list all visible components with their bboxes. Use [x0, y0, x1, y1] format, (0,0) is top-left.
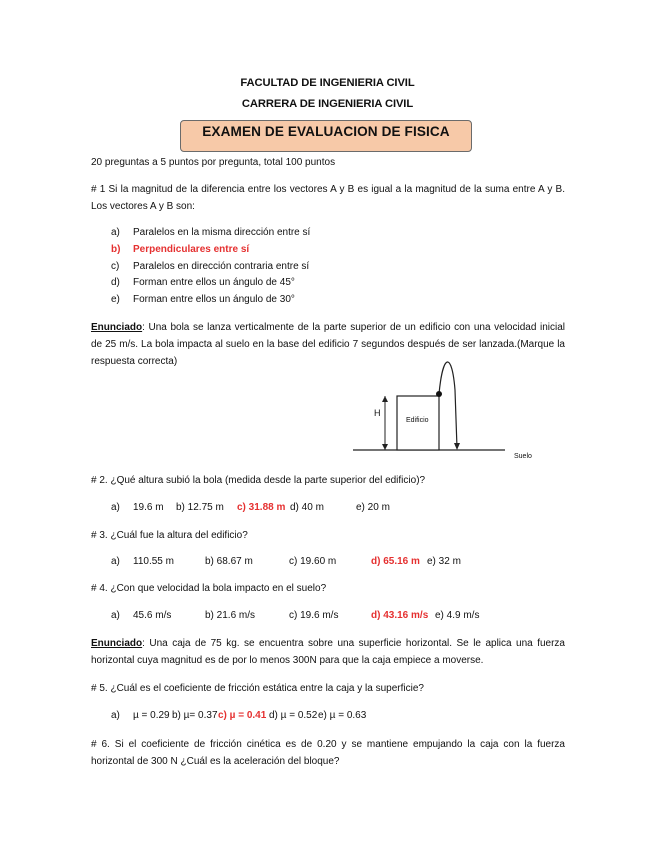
option-label: a) [111, 227, 120, 238]
q5-option-e[interactable]: e) µ = 0.63 [318, 710, 367, 721]
option-text: Paralelos en la misma dirección entre sí [133, 227, 311, 238]
statement-text: : Una caja de 75 kg. se encuentra sobre una superficie horizontal. Se le aplica una fuerza horizontal cuya magnitud es de por lo menos 300N para que la caja empiece a moverse. [91, 638, 565, 666]
q5-option-a[interactable] [111, 710, 170, 721]
q2-option-e[interactable]: e) 20 m [356, 502, 390, 513]
q1-option-a[interactable] [111, 227, 310, 238]
q4-option-a[interactable] [111, 610, 171, 621]
q3-option-d-correct[interactable]: d) 65.16 m [371, 556, 420, 567]
ball-trajectory [439, 362, 457, 448]
q3-option-a[interactable] [111, 556, 174, 567]
option-text: µ = 0.29 [133, 710, 170, 721]
option-label: d) [111, 277, 120, 288]
option-label: a) [111, 610, 120, 621]
question-4: # 4. ¿Con que velocidad la bola impacto en el suelo? [91, 583, 327, 594]
option-label: a) [111, 502, 120, 513]
trajectory-arrow [454, 443, 460, 450]
q2-option-c-correct[interactable]: c) 31.88 m [237, 502, 286, 513]
q1-option-d[interactable] [111, 277, 295, 288]
q4-option-e[interactable]: e) 4.9 m/s [435, 610, 480, 621]
question-2: # 2. ¿Qué altura subió la bola (medida desde la parte superior del edificio)? [91, 475, 426, 486]
exam-title: EXAMEN DE EVALUACION DE FISICA [202, 124, 450, 139]
option-label: a) [111, 710, 120, 721]
building-figure [340, 360, 545, 465]
height-arrow-bottom [382, 444, 388, 450]
q2-option-b[interactable]: b) 12.75 m [176, 502, 224, 513]
q3-option-c[interactable]: c) 19.60 m [289, 556, 337, 567]
option-text: 110.55 m [133, 556, 174, 567]
statement-2 [91, 635, 565, 669]
q3-option-b[interactable]: b) 68.67 m [205, 556, 253, 567]
building-label: Edificio [406, 417, 429, 424]
q2-option-a[interactable] [111, 502, 164, 513]
question-3: # 3. ¿Cuál fue la altura del edificio? [91, 530, 248, 541]
question-6: # 6. Si el coeficiente de fricción cinética es de 0.20 y se mantiene empujando la caja con la fuerza horizontal de 300 N ¿Cuál es la aceleración del bloque? [91, 739, 565, 767]
option-text: Forman entre ellos un ángulo de 45° [133, 277, 295, 288]
h-label: H [374, 408, 381, 418]
q2-option-d[interactable]: d) 40 m [290, 502, 324, 513]
option-text: 45.6 m/s [133, 610, 172, 621]
option-label: c) [111, 261, 120, 272]
q5-option-c-correct[interactable]: c) µ = 0.41 [218, 710, 267, 721]
q1-option-c[interactable] [111, 261, 309, 272]
height-arrow-top [382, 396, 388, 402]
career-title: CARRERA DE INGENIERIA CIVIL [241, 98, 414, 110]
option-text: Perpendiculares entre sí [133, 244, 250, 255]
q1-option-e[interactable] [111, 294, 295, 305]
q4-option-c[interactable]: c) 19.6 m/s [289, 610, 339, 621]
option-text: Forman entre ellos un ángulo de 30° [133, 294, 295, 305]
statement-text: : Una bola se lanza verticalmente de la parte superior de un edificio con una velocidad inicial de 25 m/s. La bola impacta al suelo en la base del edificio 7 segundos después de ser lanzada.(Marque la respuesta correcta) [91, 322, 565, 367]
q5-option-d[interactable]: d) µ = 0.52 [269, 710, 318, 721]
statement-label: Enunciado [91, 638, 143, 649]
statement-label: Enunciado [91, 322, 143, 333]
option-label: e) [111, 294, 120, 305]
option-text: 19.6 m [133, 502, 164, 513]
exam-title-box [180, 120, 472, 152]
faculty-title: FACULTAD DE INGENIERIA CIVIL [240, 77, 415, 89]
ground-label: Suelo [514, 453, 532, 460]
q4-option-d-correct[interactable]: d) 43.16 m/s [371, 610, 429, 621]
question-1: # 1 Si la magnitud de la diferencia entre los vectores A y B es igual a la magnitud de la suma entre A y B. Los vectores A y B son: [91, 184, 565, 212]
ball [436, 391, 442, 397]
q1-option-b-correct[interactable] [111, 244, 249, 255]
option-label: a) [111, 556, 120, 567]
q4-option-b[interactable]: b) 21.6 m/s [205, 610, 256, 621]
q3-option-e[interactable]: e) 32 m [427, 556, 461, 567]
question-5: # 5. ¿Cuál es el coeficiente de fricción estática entre la caja y la superficie? [91, 683, 424, 694]
option-label: b) [111, 244, 121, 255]
option-text: Paralelos en dirección contraria entre sí [133, 261, 310, 272]
q5-option-b[interactable]: b) µ= 0.37 [172, 710, 218, 721]
intro-text: 20 preguntas a 5 puntos por pregunta, total 100 puntos [91, 157, 336, 168]
